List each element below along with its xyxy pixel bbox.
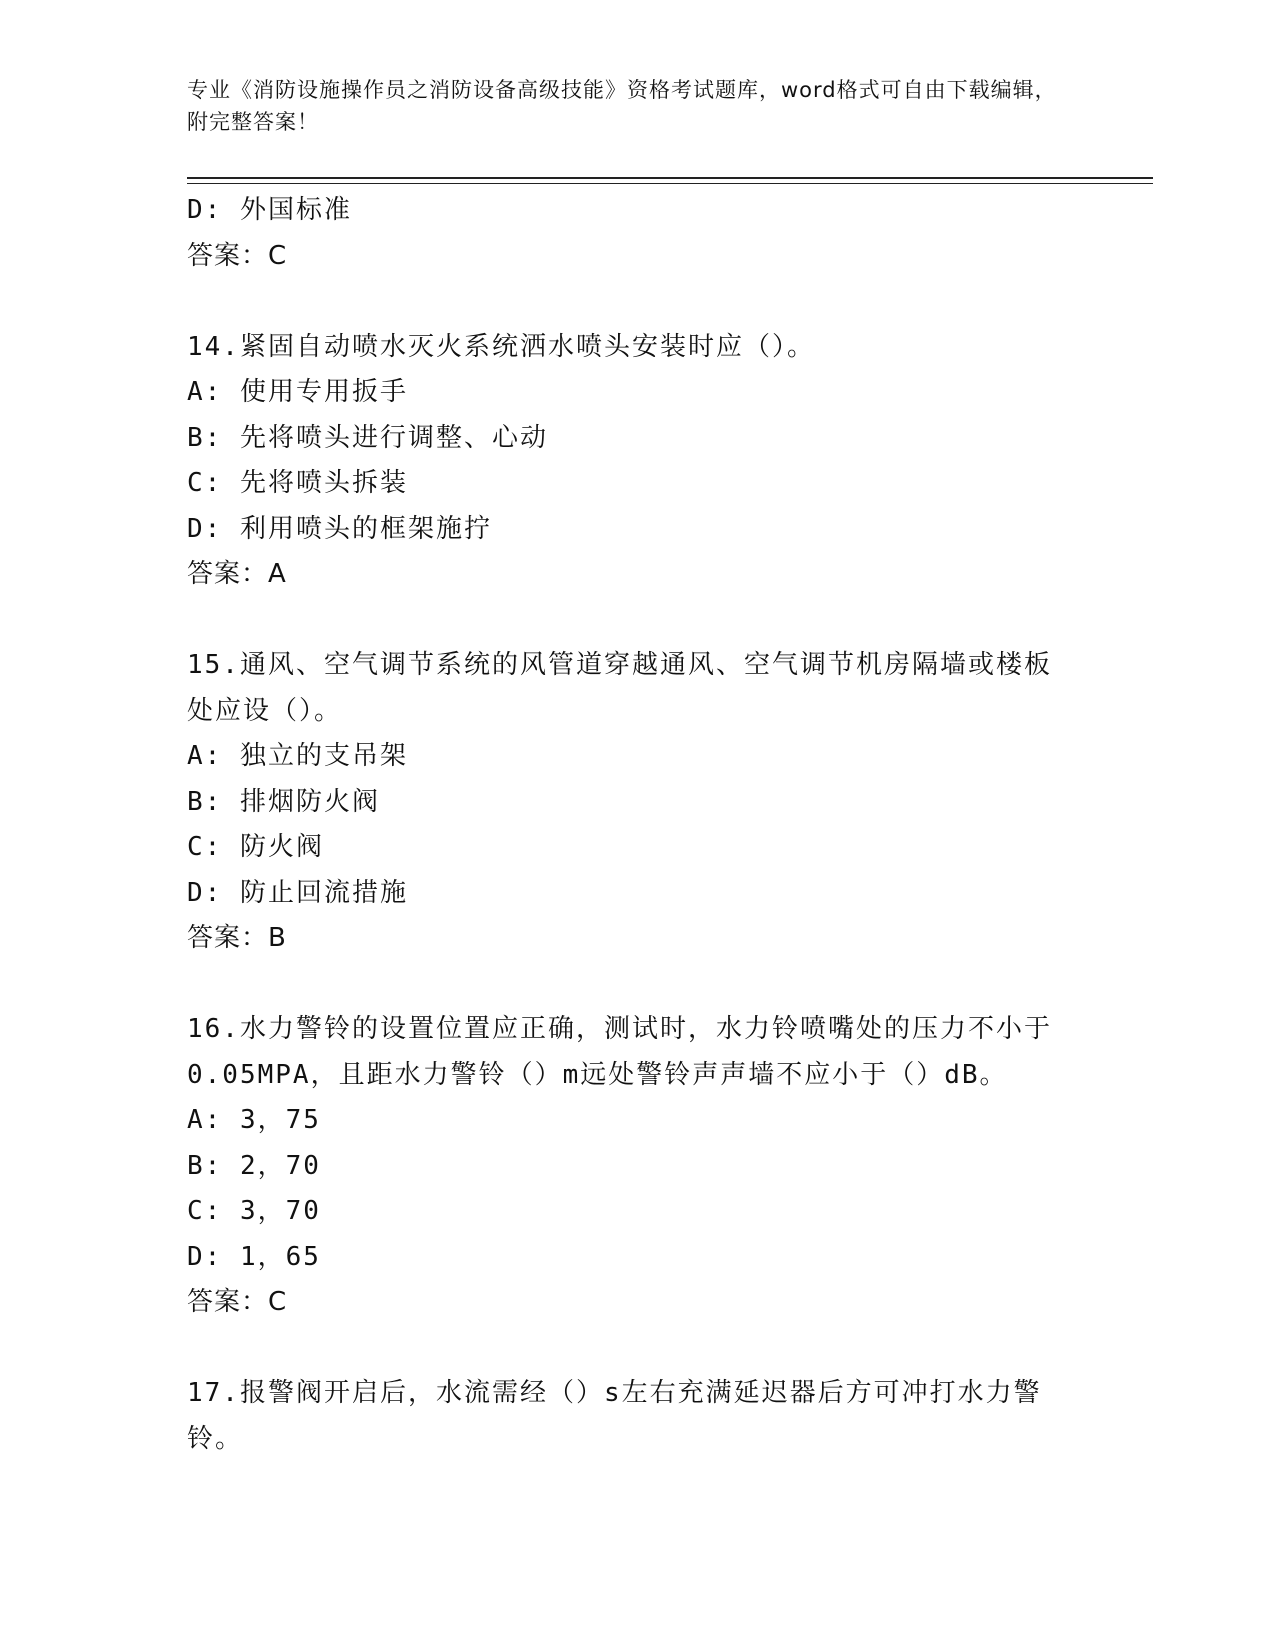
answer-line: 答案：C (187, 1287, 288, 1317)
answer-line: 答案：B (187, 923, 287, 953)
option-c: C: 防火阀 (187, 832, 324, 862)
option-d: D: 利用喷头的框架施拧 (187, 513, 492, 544)
option-a: A: 独立的支吊架 (187, 741, 408, 771)
option-d: D: 防止回流措施 (187, 877, 408, 908)
answer-line: 答案：C (187, 240, 288, 271)
option-d: D: 1，65 (187, 1241, 321, 1272)
option-b: B: 2，70 (187, 1150, 321, 1181)
spacer (187, 279, 1087, 325)
option-a: A: 3，75 (187, 1105, 321, 1135)
option-b: B: 排烟防火阀 (187, 786, 380, 817)
option-d: D: 外国标准 (187, 195, 352, 225)
spacer (187, 1326, 1087, 1372)
option-c: C: 3，70 (187, 1196, 321, 1226)
question-block (187, 643, 1087, 962)
question-text: 16.水力警铃的设置位置应正确，测试时，水力铃喷嘴处的压力不小于0.05MPA，且距水力警铃（）m远处警铃声声墙不应小于（）dB。 (187, 1014, 1052, 1090)
header-rule-thick (187, 177, 1153, 179)
question-text: 14.紧固自动喷水灭火系统洒水喷头安装时应（）。 (187, 331, 815, 362)
document-header: 专业《消防设施操作员之消防设备高级技能》资格考试题库，word格式可自由下载编辑，附完整答案！ (187, 78, 1057, 134)
option-c: C: 先将喷头拆装 (187, 468, 408, 498)
option-a: A: 使用专用扳手 (187, 377, 408, 407)
question-text: 17.报警阀开启后，水流需经（）s左右充满延迟器后方可冲打水力警铃。 (187, 1378, 1042, 1454)
spacer (187, 598, 1087, 644)
header-rule-thin (187, 183, 1153, 184)
spacer (187, 962, 1087, 1008)
question-list (187, 188, 1087, 1462)
question-block (187, 325, 1087, 598)
question-text: 15.通风、空气调节系统的风管道穿越通风、空气调节机房隔墙或楼板处应设（）。 (187, 650, 1052, 726)
question-block (187, 1371, 1087, 1462)
question-block (187, 1007, 1087, 1326)
answer-line: 答案：A (187, 559, 287, 589)
option-b: B: 先将喷头进行调整、心动 (187, 422, 548, 453)
